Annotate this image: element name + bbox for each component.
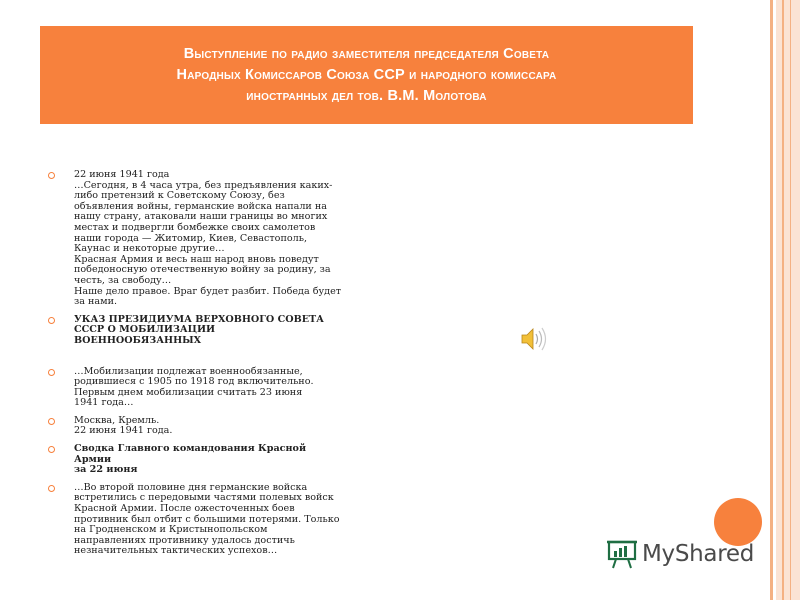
decor-stripe-mid (782, 0, 784, 600)
bullet-text-line: Москва, Кремль. (74, 414, 160, 426)
speaker-icon[interactable] (520, 326, 548, 352)
bullet-item (46, 367, 366, 409)
bullet-ring-icon (48, 485, 55, 492)
title-line-3: иностранных дел тов. В.М. Молотова (246, 87, 487, 104)
bullet-text-line: Красной Армии. После ожесточенных боев (74, 503, 295, 515)
bullet-list (46, 170, 366, 564)
bullet-item (46, 416, 366, 437)
bullet-text-line: наши города — Житомир, Киев, Севастополь, (74, 232, 307, 244)
slide-title (177, 44, 557, 107)
bullet-text-line: честь, за свободу… (74, 274, 172, 286)
bullet-text-line: 22 июня 1941 года. (74, 425, 173, 437)
bullet-text-line: Красная Армия и весь наш народ вновь поведут (74, 253, 319, 265)
bullet-text-line: Сводка Главного командования Красной (74, 443, 307, 455)
bullet-text-line: Первым днем мобилизации считать 23 июня (74, 386, 303, 398)
bullet-text-line: либо претензий к Советскому Союзу, без (74, 190, 285, 202)
decor-stripe-left (770, 0, 773, 600)
bullet-ring-icon (48, 317, 55, 324)
bullet-text-line: на Гродненском и Кристынопольском (74, 524, 268, 536)
bullet-text-line: победоносную отечественную войну за родину, за (74, 264, 331, 276)
bullet-item (46, 315, 366, 347)
decor-stripe-wide (776, 0, 800, 600)
title-line-2: Народных Комиссаров Союза ССР и народного комиссара (176, 66, 557, 83)
bullet-text-line: …Сегодня, в 4 часа утра, без предъявления каких- (74, 179, 333, 191)
bullet-item (46, 444, 366, 476)
title-line-1: Выступление по радио заместителя председателя Совета (183, 45, 550, 62)
bullet-text-line: направлениях противнику удалось достичь (74, 534, 295, 546)
bullet-text-line: нашу страну, атаковали наши границы во многих (74, 211, 328, 223)
bullet-text-line: …Во второй половине дня германские войска (74, 481, 308, 493)
bullet-text-line: противник был отбит с большими потерями. Только (74, 513, 340, 525)
bullet-text-line: незначительных тактических успехов… (74, 545, 278, 557)
bullet-text-line: за 22 июня (74, 464, 138, 476)
bullet-text-line: УКАЗ ПРЕЗИДИУМА ВЕРХОВНОГО СОВЕТА (74, 313, 324, 325)
bullet-ring-icon (48, 369, 55, 376)
bullet-text-line: СССР О МОБИЛИЗАЦИИ (74, 324, 216, 336)
bullet-ring-icon (48, 172, 55, 179)
bullet-ring-icon (48, 418, 55, 425)
bullet-text-line: Армии (74, 453, 112, 465)
bullet-text-line: Каунас и некоторые другие… (74, 243, 225, 255)
bullet-text-line: встретились с передовыми частями полевых войск (74, 492, 334, 504)
bullet-text-line: родившиеся с 1905 по 1918 год включительно. (74, 376, 314, 388)
presentation-board-icon (606, 539, 638, 569)
bullet-text-line: …Мобилизации подлежат военнообязанные, (74, 365, 303, 377)
logo-text: MyShared (642, 541, 755, 567)
bullet-text-line: ВОЕННООБЯЗАННЫХ (74, 334, 202, 346)
bullet-text-line: Наше дело правое. Враг будет разбит. Победа будет (74, 285, 342, 297)
decor-stripe-right (790, 0, 791, 600)
bullet-item (46, 170, 366, 308)
bullet-text-line: 1941 года… (74, 397, 134, 409)
bullet-text-line: за нами. (74, 296, 118, 308)
bullet-text-line: местах и подвергли бомбежке своих самолетов (74, 221, 316, 233)
bullet-text-line: 22 июня 1941 года (74, 169, 170, 180)
bullet-item (46, 483, 366, 557)
bullet-text-line: объявления войны, германские войска напали на (74, 200, 327, 212)
slide-title-bar (40, 26, 693, 124)
myshared-logo (606, 536, 766, 572)
bullet-ring-icon (48, 446, 55, 453)
